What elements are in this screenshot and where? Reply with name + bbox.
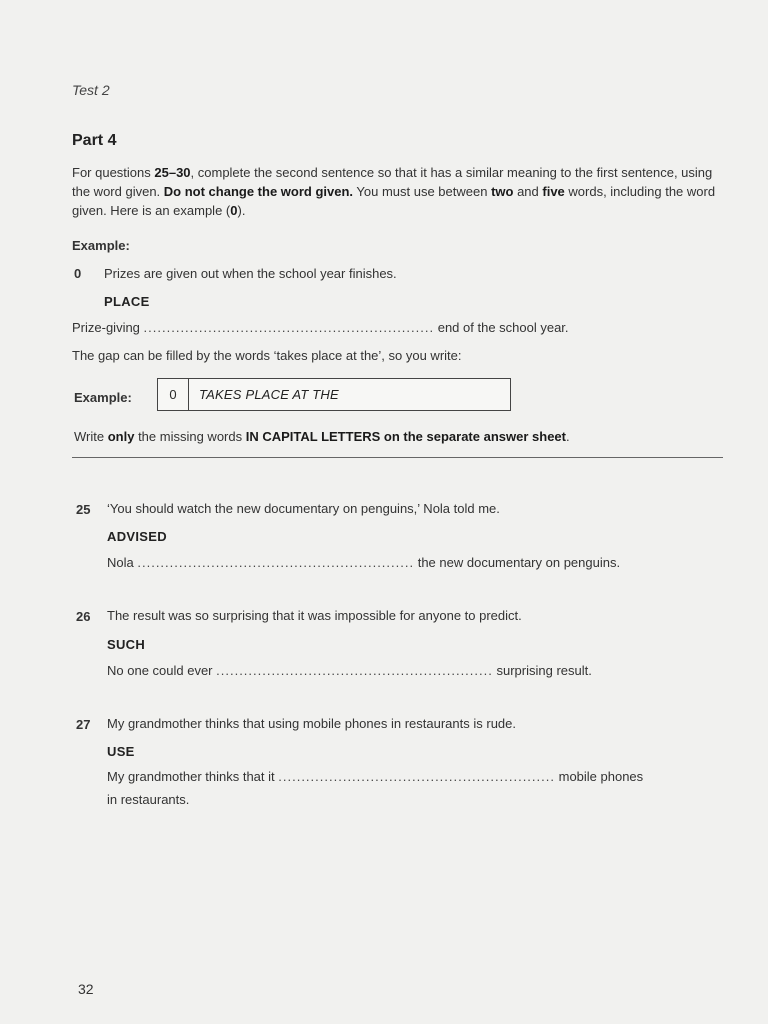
instructions-text: , complete the second sentence so that it has a similar meaning to the first sentence, using the word given. [72, 165, 713, 199]
example-box-answer: TAKES PLACE AT THE [199, 387, 339, 402]
answer-gap: ............................................................... [143, 320, 435, 335]
fill-suffix: the new documentary on penguins. [417, 555, 621, 570]
fill-prefix: My grandmother thinks that it [107, 769, 275, 784]
question-keyword: USE [107, 744, 135, 759]
note-emphasis: only [107, 429, 135, 444]
question-fill-line [107, 555, 620, 570]
fill-suffix-continued: in restaurants. [107, 792, 190, 807]
answer-gap[interactable]: ............................................................ [216, 663, 493, 678]
example-prefix: Prize-giving [72, 320, 140, 335]
section-divider [72, 457, 723, 458]
fill-suffix: surprising result. [496, 663, 592, 678]
example-box-label: Example: [74, 390, 132, 405]
example-keyword: PLACE [104, 294, 150, 309]
question-keyword: ADVISED [107, 529, 167, 544]
example-answer-box [157, 378, 511, 411]
note-emphasis: IN CAPITAL LETTERS on the separate answer sheet [245, 429, 566, 444]
instructions-emphasis: Do not change the word given. [163, 184, 354, 199]
instructions-text: For questions [72, 165, 155, 180]
note-text: the missing words [134, 429, 246, 444]
test-label: Test 2 [72, 82, 110, 98]
example-fill-line [72, 320, 569, 335]
answer-gap[interactable]: ............................................................ [278, 769, 555, 784]
example-suffix: end of the school year. [437, 320, 569, 335]
example-explanation: The gap can be filled by the words ‘takes place at the’, so you write: [72, 348, 462, 363]
instructions-emphasis: 0 [230, 203, 238, 218]
example-sentence: Prizes are given out when the school year finishes. [104, 266, 397, 281]
part-title: Part 4 [72, 132, 117, 149]
page-number: 32 [78, 981, 94, 997]
question-sentence: The result was so surprising that it was impossible for anyone to predict. [107, 608, 522, 623]
question-number: 27 [76, 717, 91, 732]
example-heading: Example: [72, 238, 130, 253]
question-sentence: My grandmother thinks that using mobile phones in restaurants is rude. [107, 716, 516, 731]
instructions-text: words, including the word given. Here is an example ( [72, 184, 716, 218]
question-keyword: SUCH [107, 637, 146, 652]
fill-prefix: Nola [107, 555, 134, 570]
instructions-emphasis: five [542, 184, 565, 199]
note-text: Write [74, 429, 108, 444]
fill-suffix: mobile phones [558, 769, 644, 784]
question-number: 25 [76, 502, 91, 517]
instructions-text: You must use between [353, 184, 492, 199]
answer-sheet-note [74, 429, 570, 444]
question-number: 26 [76, 609, 91, 624]
question-fill-line [107, 769, 643, 784]
question-sentence: ‘You should watch the new documentary on penguins,’ Nola told me. [107, 501, 500, 516]
example-number: 0 [74, 266, 82, 281]
note-text: . [565, 429, 570, 444]
example-box-number: 0 [158, 379, 189, 410]
instructions-emphasis: two [491, 184, 514, 199]
instructions-text: ). [237, 203, 246, 218]
answer-gap[interactable]: ............................................................ [137, 555, 415, 570]
instructions [72, 163, 722, 220]
question-fill-line [107, 663, 592, 678]
question-range: 25–30 [154, 165, 191, 180]
instructions-text: and [513, 184, 543, 199]
fill-prefix: No one could ever [107, 663, 213, 678]
